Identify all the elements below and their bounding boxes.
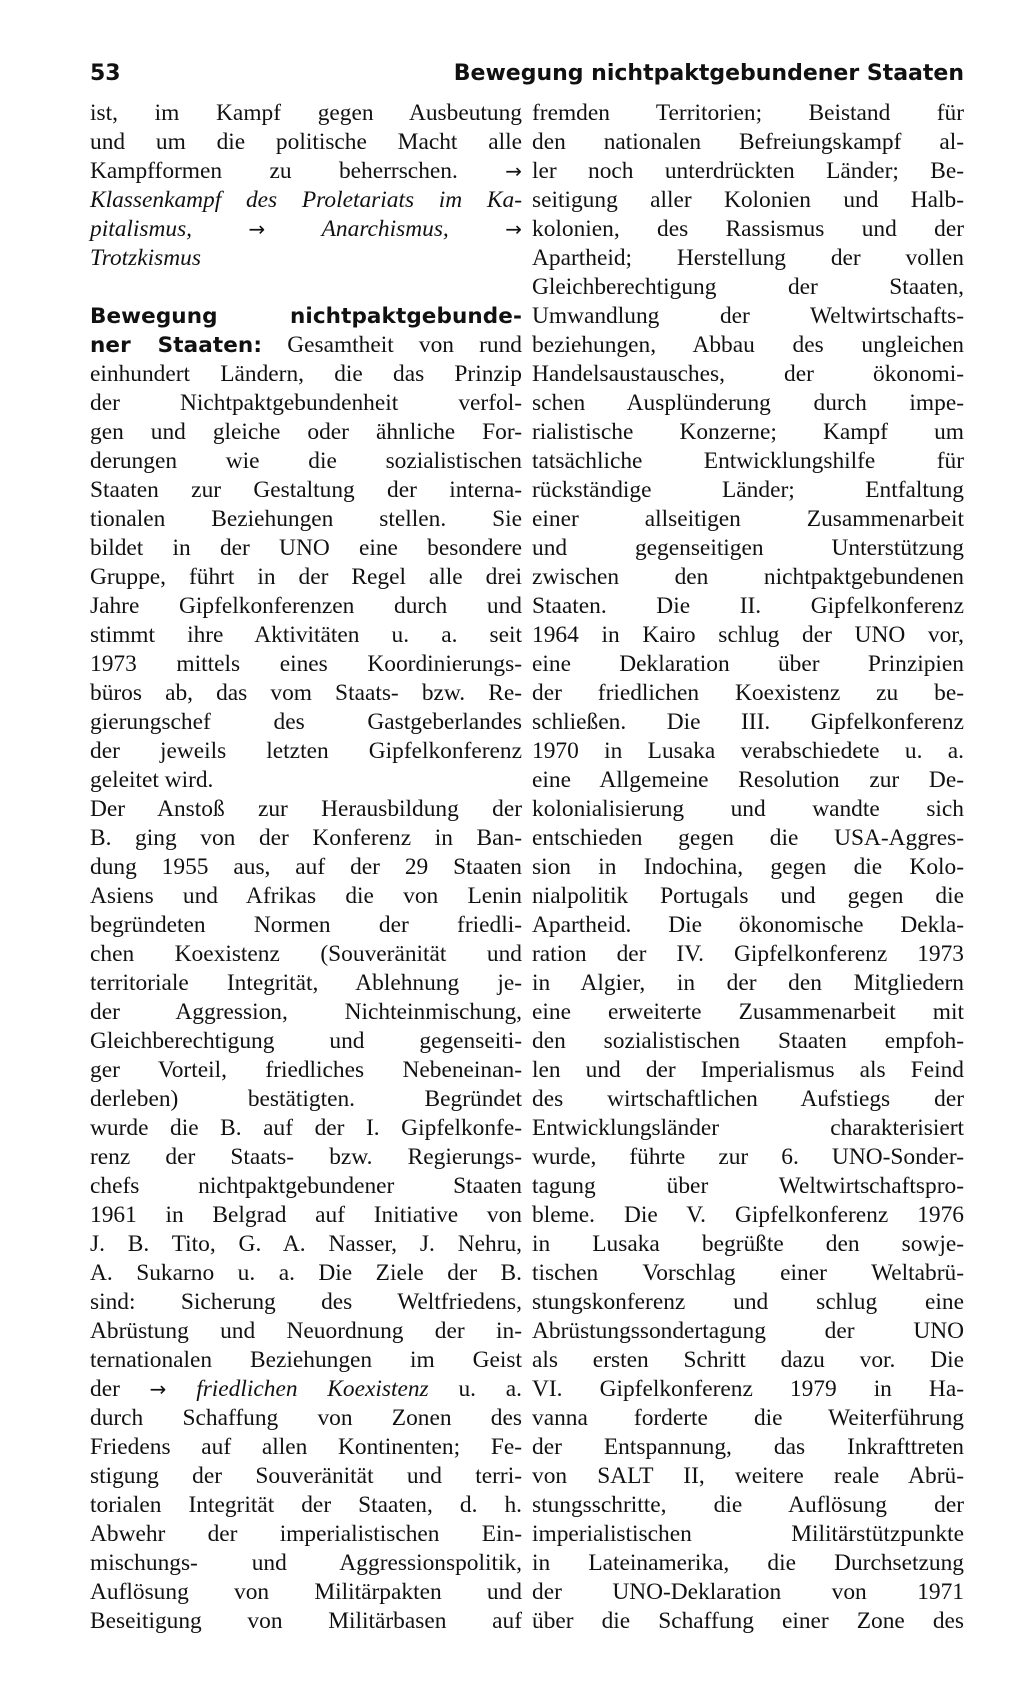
text-segment: Der Anstoß zur Herausbildung der bbox=[90, 796, 522, 822]
text-segment: der friedlichen Koexistenz zu be- bbox=[532, 680, 964, 706]
text-segment: chefs nichtpaktgebundener Staaten bbox=[90, 1173, 522, 1199]
text-line bbox=[90, 1172, 522, 1201]
text-line bbox=[532, 853, 964, 882]
text-segment: tionalen Beziehungen stellen. Sie bbox=[90, 506, 522, 532]
text-segment: 1964 in Kairo schlug der UNO vor, bbox=[532, 622, 964, 648]
text-line bbox=[90, 128, 522, 157]
text-segment: Entwicklungsländer charakterisiert bbox=[532, 1115, 964, 1141]
text-line bbox=[90, 940, 522, 969]
text-segment: der jeweils letzten Gipfelkonferenz bbox=[90, 738, 522, 764]
text-segment: renz der Staats- bzw. Regierungs- bbox=[90, 1144, 522, 1170]
text-segment: eine erweiterte Zusammenarbeit mit bbox=[532, 999, 964, 1025]
text-line bbox=[532, 1288, 964, 1317]
text-line bbox=[532, 331, 964, 360]
text-segment: torialen Integrität der Staaten, d. h. bbox=[90, 1492, 522, 1518]
text-line bbox=[532, 940, 964, 969]
text-line bbox=[90, 157, 522, 186]
text-segment: sion in Indochina, gegen die Kolo- bbox=[532, 854, 964, 880]
text-segment: sind: Sicherung des Weltfriedens, bbox=[90, 1289, 522, 1315]
text-segment: kolonialisierung und wandte sich bbox=[532, 796, 964, 822]
text-segment: vanna forderte die Weiterführung bbox=[532, 1405, 964, 1431]
text-segment: der Nichtpaktgebundenheit verfol- bbox=[90, 390, 522, 416]
text-line bbox=[532, 1491, 964, 1520]
text-line bbox=[532, 737, 964, 766]
text-line bbox=[90, 1201, 522, 1230]
text-line bbox=[90, 766, 522, 795]
text-line bbox=[90, 1317, 522, 1346]
text-segment: Staaten. Die II. Gipfelkonferenz bbox=[532, 593, 964, 619]
text-segment: Umwandlung der Weltwirtschafts- bbox=[532, 303, 964, 329]
text-segment: stungskonferenz und schlug eine bbox=[532, 1289, 964, 1315]
text-line bbox=[90, 1491, 522, 1520]
text-segment: gierungschef des Gastgeberlandes bbox=[90, 709, 522, 735]
text-segment: Jahre Gipfelkonferenzen durch und bbox=[90, 593, 522, 619]
text-line bbox=[90, 1462, 522, 1491]
text-line bbox=[90, 302, 522, 331]
text-segment: VI. Gipfelkonferenz 1979 in Ha- bbox=[532, 1376, 964, 1402]
text-line bbox=[90, 99, 522, 128]
text-segment: dung 1955 aus, auf der 29 Staaten bbox=[90, 854, 522, 880]
text-line bbox=[90, 969, 522, 998]
text-line bbox=[90, 1114, 522, 1143]
text-line bbox=[532, 157, 964, 186]
text-line bbox=[532, 476, 964, 505]
text-line bbox=[90, 534, 522, 563]
text-segment: und gegenseitigen Unterstützung bbox=[532, 535, 964, 561]
text-line bbox=[532, 1230, 964, 1259]
text-line bbox=[532, 998, 964, 1027]
text-line bbox=[90, 186, 522, 215]
text-line bbox=[532, 447, 964, 476]
text-line bbox=[90, 998, 522, 1027]
text-segment: len und der Imperialismus als Feind bbox=[532, 1057, 964, 1083]
text-segment: wurde die B. auf der I. Gipfelkonfe- bbox=[90, 1115, 522, 1141]
text-segment: nialpolitik Portugals und gegen die bbox=[532, 883, 964, 909]
text-segment: rückständige Länder; Entfaltung bbox=[532, 477, 964, 503]
text-line bbox=[90, 882, 522, 911]
text-line bbox=[532, 1375, 964, 1404]
text-segment: Friedens auf allen Kontinenten; Fe- bbox=[90, 1434, 522, 1460]
text-segment: Gesamtheit von rund bbox=[287, 332, 522, 358]
text-line bbox=[90, 592, 522, 621]
text-line bbox=[90, 795, 522, 824]
text-segment: als ersten Schritt dazu vor. Die bbox=[532, 1347, 964, 1373]
text-line bbox=[532, 1114, 964, 1143]
text-line bbox=[532, 766, 964, 795]
text-line bbox=[532, 1549, 964, 1578]
text-segment: durch Schaffung von Zonen des bbox=[90, 1405, 522, 1431]
entry-headword: ner Staaten: bbox=[90, 333, 263, 358]
text-segment: derungen wie die sozialistischen bbox=[90, 448, 522, 474]
text-line bbox=[90, 505, 522, 534]
text-segment: stungsschritte, die Auflösung der bbox=[532, 1492, 964, 1518]
text-segment: Apartheid. Die ökonomische Dekla- bbox=[532, 912, 964, 938]
text-line bbox=[90, 476, 522, 505]
text-line bbox=[532, 1027, 964, 1056]
text-line bbox=[90, 1433, 522, 1462]
text-segment: Gleichberechtigung und gegenseiti- bbox=[90, 1028, 522, 1054]
text-line bbox=[532, 505, 964, 534]
text-segment: 1973 mittels eines Koordinierungs- bbox=[90, 651, 522, 677]
text-segment: stimmt ihre Aktivitäten u. a. seit bbox=[90, 622, 522, 648]
text-segment: des wirtschaftlichen Aufstiegs der bbox=[532, 1086, 964, 1112]
text-line bbox=[532, 99, 964, 128]
text-line bbox=[532, 360, 964, 389]
text-line bbox=[532, 1607, 964, 1636]
text-segment: Staaten zur Gestaltung der interna- bbox=[90, 477, 522, 503]
text-line bbox=[90, 389, 522, 418]
entry-headword: Bewegung nichtpaktgebunde- bbox=[90, 304, 522, 329]
text-segment: tatsächliche Entwicklungshilfe für bbox=[532, 448, 964, 474]
cross-reference-arrow-icon: → bbox=[505, 217, 522, 241]
text-line bbox=[90, 1578, 522, 1607]
text-segment: entschieden gegen die USA-Aggres- bbox=[532, 825, 964, 851]
text-segment: bleme. Die V. Gipfelkonferenz 1976 bbox=[532, 1202, 964, 1228]
text-line bbox=[532, 708, 964, 737]
text-line bbox=[532, 1172, 964, 1201]
text-segment: den sozialistischen Staaten empfoh- bbox=[532, 1028, 964, 1054]
text-line bbox=[90, 824, 522, 853]
text-line bbox=[532, 795, 964, 824]
text-line bbox=[90, 679, 522, 708]
text-line bbox=[90, 1027, 522, 1056]
text-line bbox=[532, 1520, 964, 1549]
text-segment: der bbox=[90, 1376, 120, 1402]
text-line bbox=[532, 882, 964, 911]
text-line bbox=[532, 302, 964, 331]
text-segment: Gleichberechtigung der Staaten, bbox=[532, 274, 964, 300]
cross-reference-arrow-icon: → bbox=[149, 1377, 167, 1401]
text-segment: von SALT II, weitere reale Abrü- bbox=[532, 1463, 964, 1489]
text-segment: u. a. bbox=[458, 1376, 522, 1402]
text-segment: bildet in der UNO eine besondere bbox=[90, 535, 522, 561]
text-line bbox=[90, 244, 522, 273]
text-line bbox=[90, 563, 522, 592]
text-segment: in Algier, in der den Mitgliedern bbox=[532, 970, 964, 996]
text-segment: imperialistischen Militärstützpunkte bbox=[532, 1521, 964, 1547]
text-segment: A. Sukarno u. a. Die Ziele der B. bbox=[90, 1260, 522, 1286]
text-segment: Asiens und Afrikas die von Lenin bbox=[90, 883, 522, 909]
text-segment: Abrüstung und Neuordnung der in- bbox=[90, 1318, 522, 1344]
text-segment: fremden Territorien; Beistand für bbox=[532, 100, 964, 126]
text-line bbox=[532, 824, 964, 853]
text-line bbox=[90, 621, 522, 650]
text-segment: zwischen den nichtpaktgebundenen bbox=[532, 564, 964, 590]
text-line bbox=[90, 1404, 522, 1433]
text-segment: rialistische Konzerne; Kampf um bbox=[532, 419, 964, 445]
text-segment: den nationalen Befreiungskampf al- bbox=[532, 129, 964, 155]
text-segment: Apartheid; Herstellung der vollen bbox=[532, 245, 964, 271]
text-segment: wurde, führte zur 6. UNO-Sonder- bbox=[532, 1144, 964, 1170]
text-segment: in Lusaka begrüßte den sowje- bbox=[532, 1231, 964, 1257]
text-line bbox=[90, 1520, 522, 1549]
text-segment: ler noch unterdrückten Länder; Be- bbox=[532, 158, 964, 184]
text-segment: kolonien, des Rassismus und der bbox=[532, 216, 964, 242]
text-segment: ist, im Kampf gegen Ausbeutung bbox=[90, 100, 522, 126]
text-segment: 1970 in Lusaka verabschiedete u. a. bbox=[532, 738, 964, 764]
text-segment: tagung über Weltwirtschaftspro- bbox=[532, 1173, 964, 1199]
text-segment: Beseitigung von Militärbasen auf bbox=[90, 1608, 522, 1634]
text-segment: chen Koexistenz (Souveränität und bbox=[90, 941, 522, 967]
text-segment: der Entspannung, das Inkrafttreten bbox=[532, 1434, 964, 1460]
text-segment: derleben) bestätigten. Begründet bbox=[90, 1086, 522, 1112]
text-segment: Handelsaustausches, der ökonomi- bbox=[532, 361, 964, 387]
text-line bbox=[90, 1085, 522, 1114]
text-line bbox=[532, 1201, 964, 1230]
text-line bbox=[532, 679, 964, 708]
text-segment: mischungs- und Aggressionspolitik, bbox=[90, 1550, 522, 1576]
text-segment: seitigung aller Kolonien und Halb- bbox=[532, 187, 964, 213]
text-line bbox=[90, 1230, 522, 1259]
text-line bbox=[90, 447, 522, 476]
text-segment: Abrüstungssondertagung der UNO bbox=[532, 1318, 964, 1344]
text-segment: eine Deklaration über Prinzipien bbox=[532, 651, 964, 677]
text-segment: und um die politische Macht alle bbox=[90, 129, 522, 155]
text-line bbox=[90, 708, 522, 737]
text-line bbox=[90, 215, 522, 244]
text-line bbox=[90, 1143, 522, 1172]
text-line bbox=[90, 1056, 522, 1085]
text-line bbox=[532, 273, 964, 302]
text-segment: Kampfformen zu beherrschen. bbox=[90, 158, 458, 184]
text-line bbox=[532, 389, 964, 418]
text-line bbox=[90, 1549, 522, 1578]
text-segment: büros ab, das vom Staats- bzw. Re- bbox=[90, 680, 522, 706]
text-line bbox=[532, 1085, 964, 1114]
text-segment: der Aggression, Nichteinmischung, bbox=[90, 999, 522, 1025]
text-segment: einer allseitigen Zusammenarbeit bbox=[532, 506, 964, 532]
text-segment: B. ging von der Konferenz in Ban- bbox=[90, 825, 522, 851]
text-line bbox=[90, 360, 522, 389]
text-segment: über die Schaffung einer Zone des bbox=[532, 1608, 964, 1634]
text-line bbox=[532, 1433, 964, 1462]
text-line bbox=[90, 853, 522, 882]
text-line bbox=[90, 331, 522, 360]
cross-reference-term: Anarchismus, bbox=[321, 216, 449, 242]
running-head bbox=[90, 56, 964, 92]
text-segment: Abwehr der imperialistischen Ein- bbox=[90, 1521, 522, 1547]
text-line bbox=[532, 534, 964, 563]
text-segment: stigung der Souveränität und terri- bbox=[90, 1463, 522, 1489]
text-column-left bbox=[90, 99, 522, 1636]
text-line bbox=[532, 244, 964, 273]
text-segment: ration der IV. Gipfelkonferenz 1973 bbox=[532, 941, 964, 967]
text-line bbox=[532, 563, 964, 592]
text-segment: schen Ausplünderung durch impe- bbox=[532, 390, 964, 416]
text-segment: J. B. Tito, G. A. Nasser, J. Nehru, bbox=[90, 1231, 522, 1257]
text-segment: einhundert Ländern, die das Prinzip bbox=[90, 361, 522, 387]
paragraph-gap bbox=[90, 273, 522, 302]
text-line bbox=[90, 737, 522, 766]
text-segment: ternationalen Beziehungen im Geist bbox=[90, 1347, 522, 1373]
text-line bbox=[90, 1259, 522, 1288]
text-segment: in Lateinamerika, die Durchsetzung bbox=[532, 1550, 964, 1576]
cross-reference-term: Trotzkismus bbox=[90, 245, 201, 271]
text-segment: geleitet wird. bbox=[90, 767, 214, 793]
text-segment: 1961 in Belgrad auf Initiative von bbox=[90, 1202, 522, 1228]
text-segment: territoriale Integrität, Ablehnung je- bbox=[90, 970, 522, 996]
text-line bbox=[90, 418, 522, 447]
text-line bbox=[532, 1578, 964, 1607]
text-segment: gen und gleiche oder ähnliche For- bbox=[90, 419, 522, 445]
text-column-right bbox=[532, 99, 964, 1636]
text-segment: eine Allgemeine Resolution zur De- bbox=[532, 767, 964, 793]
text-line bbox=[532, 1346, 964, 1375]
text-line bbox=[532, 186, 964, 215]
text-line bbox=[90, 1607, 522, 1636]
text-line bbox=[90, 911, 522, 940]
text-segment: ger Vorteil, friedliches Nebeneinan- bbox=[90, 1057, 522, 1083]
cross-reference-term: friedlichen Koexistenz bbox=[196, 1376, 429, 1402]
text-segment: der UNO-Deklaration von 1971 bbox=[532, 1579, 964, 1605]
text-line bbox=[90, 1288, 522, 1317]
running-head-title: Bewegung nichtpaktgebundener Staaten bbox=[453, 61, 964, 86]
text-line bbox=[90, 1346, 522, 1375]
text-line bbox=[532, 1056, 964, 1085]
text-line bbox=[90, 1375, 522, 1404]
text-line bbox=[532, 1462, 964, 1491]
text-line bbox=[532, 911, 964, 940]
text-segment: Gruppe, führt in der Regel alle drei bbox=[90, 564, 522, 590]
text-segment: beziehungen, Abbau des ungleichen bbox=[532, 332, 964, 358]
text-line bbox=[532, 418, 964, 447]
text-line bbox=[532, 621, 964, 650]
cross-reference-arrow-icon: → bbox=[505, 159, 522, 183]
text-segment: schließen. Die III. Gipfelkonferenz bbox=[532, 709, 964, 735]
page-number: 53 bbox=[90, 61, 121, 86]
text-line bbox=[532, 1404, 964, 1433]
text-line bbox=[532, 215, 964, 244]
text-segment: begründeten Normen der friedli- bbox=[90, 912, 522, 938]
text-line bbox=[532, 128, 964, 157]
cross-reference-term: pitalismus, bbox=[90, 216, 193, 242]
text-segment: tischen Vorschlag einer Weltabrü- bbox=[532, 1260, 964, 1286]
text-line bbox=[532, 1317, 964, 1346]
text-line bbox=[532, 592, 964, 621]
text-line bbox=[532, 969, 964, 998]
text-line bbox=[532, 650, 964, 679]
text-line bbox=[532, 1259, 964, 1288]
text-segment: Auflösung von Militärpakten und bbox=[90, 1579, 522, 1605]
text-line bbox=[532, 1143, 964, 1172]
text-line bbox=[90, 650, 522, 679]
cross-reference-term: Klassenkampf des Proletariats im Ka- bbox=[90, 187, 522, 213]
cross-reference-arrow-icon: → bbox=[248, 217, 266, 241]
